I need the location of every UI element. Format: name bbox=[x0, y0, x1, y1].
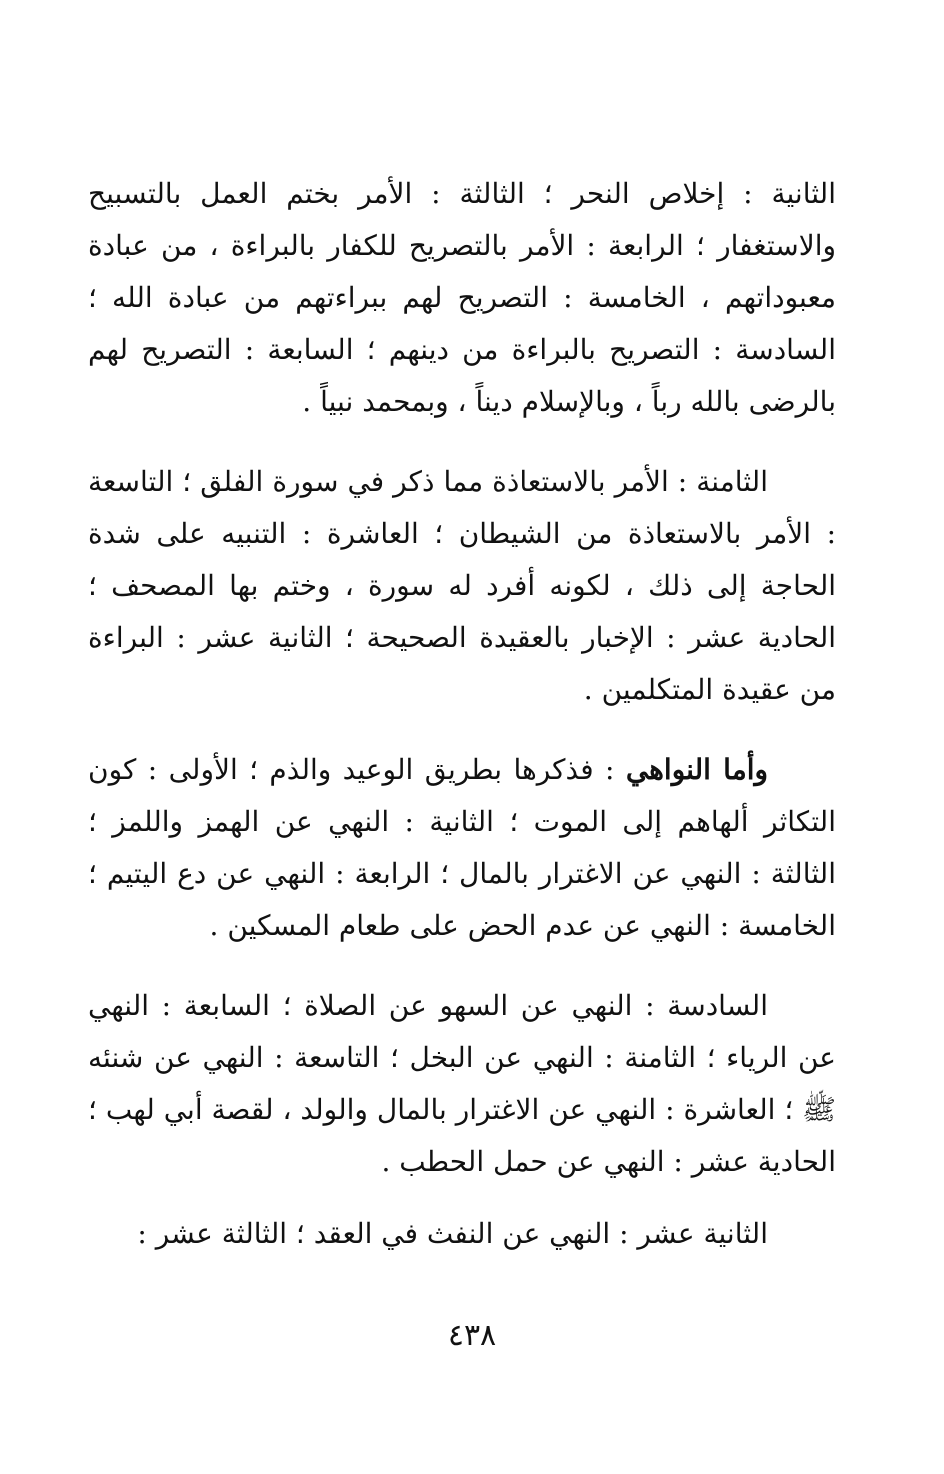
page-number: ٤٣٨ bbox=[447, 1318, 497, 1353]
paragraph-3-heading: وأما النواهي bbox=[625, 753, 769, 786]
page-body bbox=[88, 168, 836, 1260]
paragraph-1: الثانية : إخلاص النحر ؛ الثالثة : الأمر بختم العمل بالتسبيح والاستغفار ؛ الرابعة : الأمر بالتصريح للكفار بالبراءة ، من عبادة معبوداتهم ، الخامسة : التصريح لهم ببراءتهم من عبادة الله ؛ السادسة : التصريح بالبراءة من دينهم ؛ السابعة : التصريح لهم بالرضى بالله رباً ، وبالإسلام ديناً ، وبمحمد نبياً . bbox=[88, 177, 836, 418]
paragraph-3 bbox=[88, 744, 836, 952]
paragraph-4: السادسة : النهي عن السهو عن الصلاة ؛ السابعة : النهي عن الرياء ؛ الثامنة : النهي عن البخل ؛ التاسعة : النهي عن شنئه ﷺ ؛ العاشرة : النهي عن الاغترار بالمال والولد ، لقصة أبي لهب ؛ الحادية عشر : النهي عن حمل الحطب . bbox=[88, 989, 836, 1178]
paragraph-3-text: : فذكرها بطريق الوعيد والذم ؛ الأولى : كون التكاثر ألهاهم إلى الموت ؛ الثانية : النهي عن الهمز واللمز ؛ الثالثة : النهي عن الاغترار بالمال ؛ الرابعة : النهي عن دع اليتيم ؛ الخامسة : النهي عن عدم الحض على طعام المسكين . bbox=[88, 753, 836, 942]
paragraph-5: الثانية عشر : النهي عن النفث في العقد ؛ الثالثة عشر : bbox=[137, 1217, 768, 1250]
paragraph-2: الثامنة : الأمر بالاستعاذة مما ذكر في سورة الفلق ؛ التاسعة : الأمر بالاستعاذة من الشيطان ؛ العاشرة : التنبيه على شدة الحاجة إلى ذلك ، لكونه أفرد له سورة ، وختم بها المصحف ؛ الحادية عشر : الإخبار بالعقيدة الصحيحة ؛ الثانية عشر : البراءة من عقيدة المتكلمين . bbox=[88, 465, 837, 706]
